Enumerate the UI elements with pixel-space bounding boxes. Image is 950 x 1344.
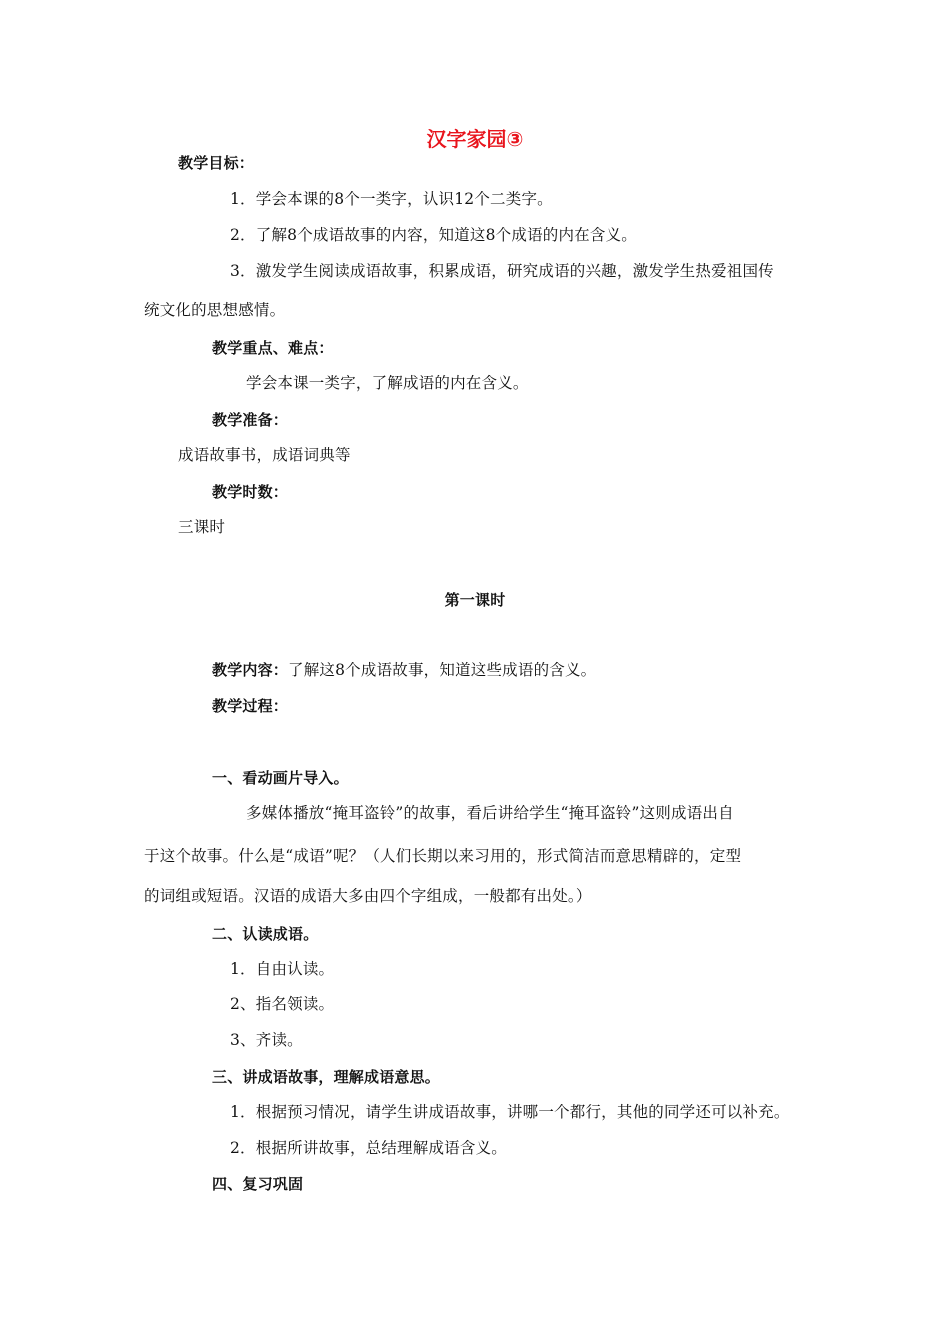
step-1-heading: 一、看动画片导入。 <box>212 769 349 787</box>
objective-item-1: 1．学会本课的8个一类字，认识12个二类字。 <box>230 190 553 208</box>
key-points-heading: 教学重点、难点： <box>212 339 334 357</box>
document-title: 汉字家园③ <box>426 127 524 151</box>
key-points-text: 学会本课一类字，了解成语的内在含义。 <box>246 374 529 392</box>
process-label: 教学过程： <box>212 697 289 715</box>
step-3-item-2: 2．根据所讲故事，总结理解成语含义。 <box>230 1139 507 1157</box>
periods-text: 三课时 <box>178 518 226 536</box>
step-3-heading: 三、讲成语故事，理解成语意思。 <box>212 1068 441 1086</box>
lesson-1-heading: 第一课时 <box>444 591 506 609</box>
step-2-item-3: 3、齐读。 <box>230 1031 303 1049</box>
objective-item-3-line-1: 3．激发学生阅读成语故事，积累成语，研究成语的兴趣，激发学生热爱祖国传 <box>230 262 774 280</box>
step-3-item-1: 1．根据预习情况，请学生讲成语故事，讲哪一个都行，其他的同学还可以补充。 <box>230 1103 790 1121</box>
preparation-heading: 教学准备： <box>212 411 289 429</box>
content-label: 教学内容： <box>212 661 289 679</box>
periods-heading: 教学时数： <box>212 483 289 501</box>
step-4-heading: 四、复习巩固 <box>212 1175 304 1193</box>
step-1-line-1: 多媒体播放“掩耳盗铃”的故事，看后讲给学生“掩耳盗铃”这则成语出自 <box>246 804 734 822</box>
step-2-heading: 二、认读成语。 <box>212 925 319 943</box>
content-text: 了解这8个成语故事，知道这些成语的含义。 <box>288 661 597 679</box>
step-1-line-3: 的词组或短语。汉语的成语大多由四个字组成，一般都有出处。） <box>144 887 592 905</box>
objective-item-3-line-2: 统文化的思想感情。 <box>144 301 286 319</box>
preparation-text: 成语故事书，成语词典等 <box>178 446 351 464</box>
step-1-line-2: 于这个故事。什么是“成语”呢？（人们长期以来习用的，形式简洁而意思精辟的，定型 <box>144 847 742 865</box>
objective-item-2: 2．了解8个成语故事的内容，知道这8个成语的内在含义。 <box>230 226 637 244</box>
step-2-item-1: 1．自由认读。 <box>230 960 335 978</box>
lesson-1-content <box>212 660 596 680</box>
objectives-heading: 教学目标： <box>178 154 255 172</box>
step-2-item-2: 2、指名领读。 <box>230 995 335 1013</box>
